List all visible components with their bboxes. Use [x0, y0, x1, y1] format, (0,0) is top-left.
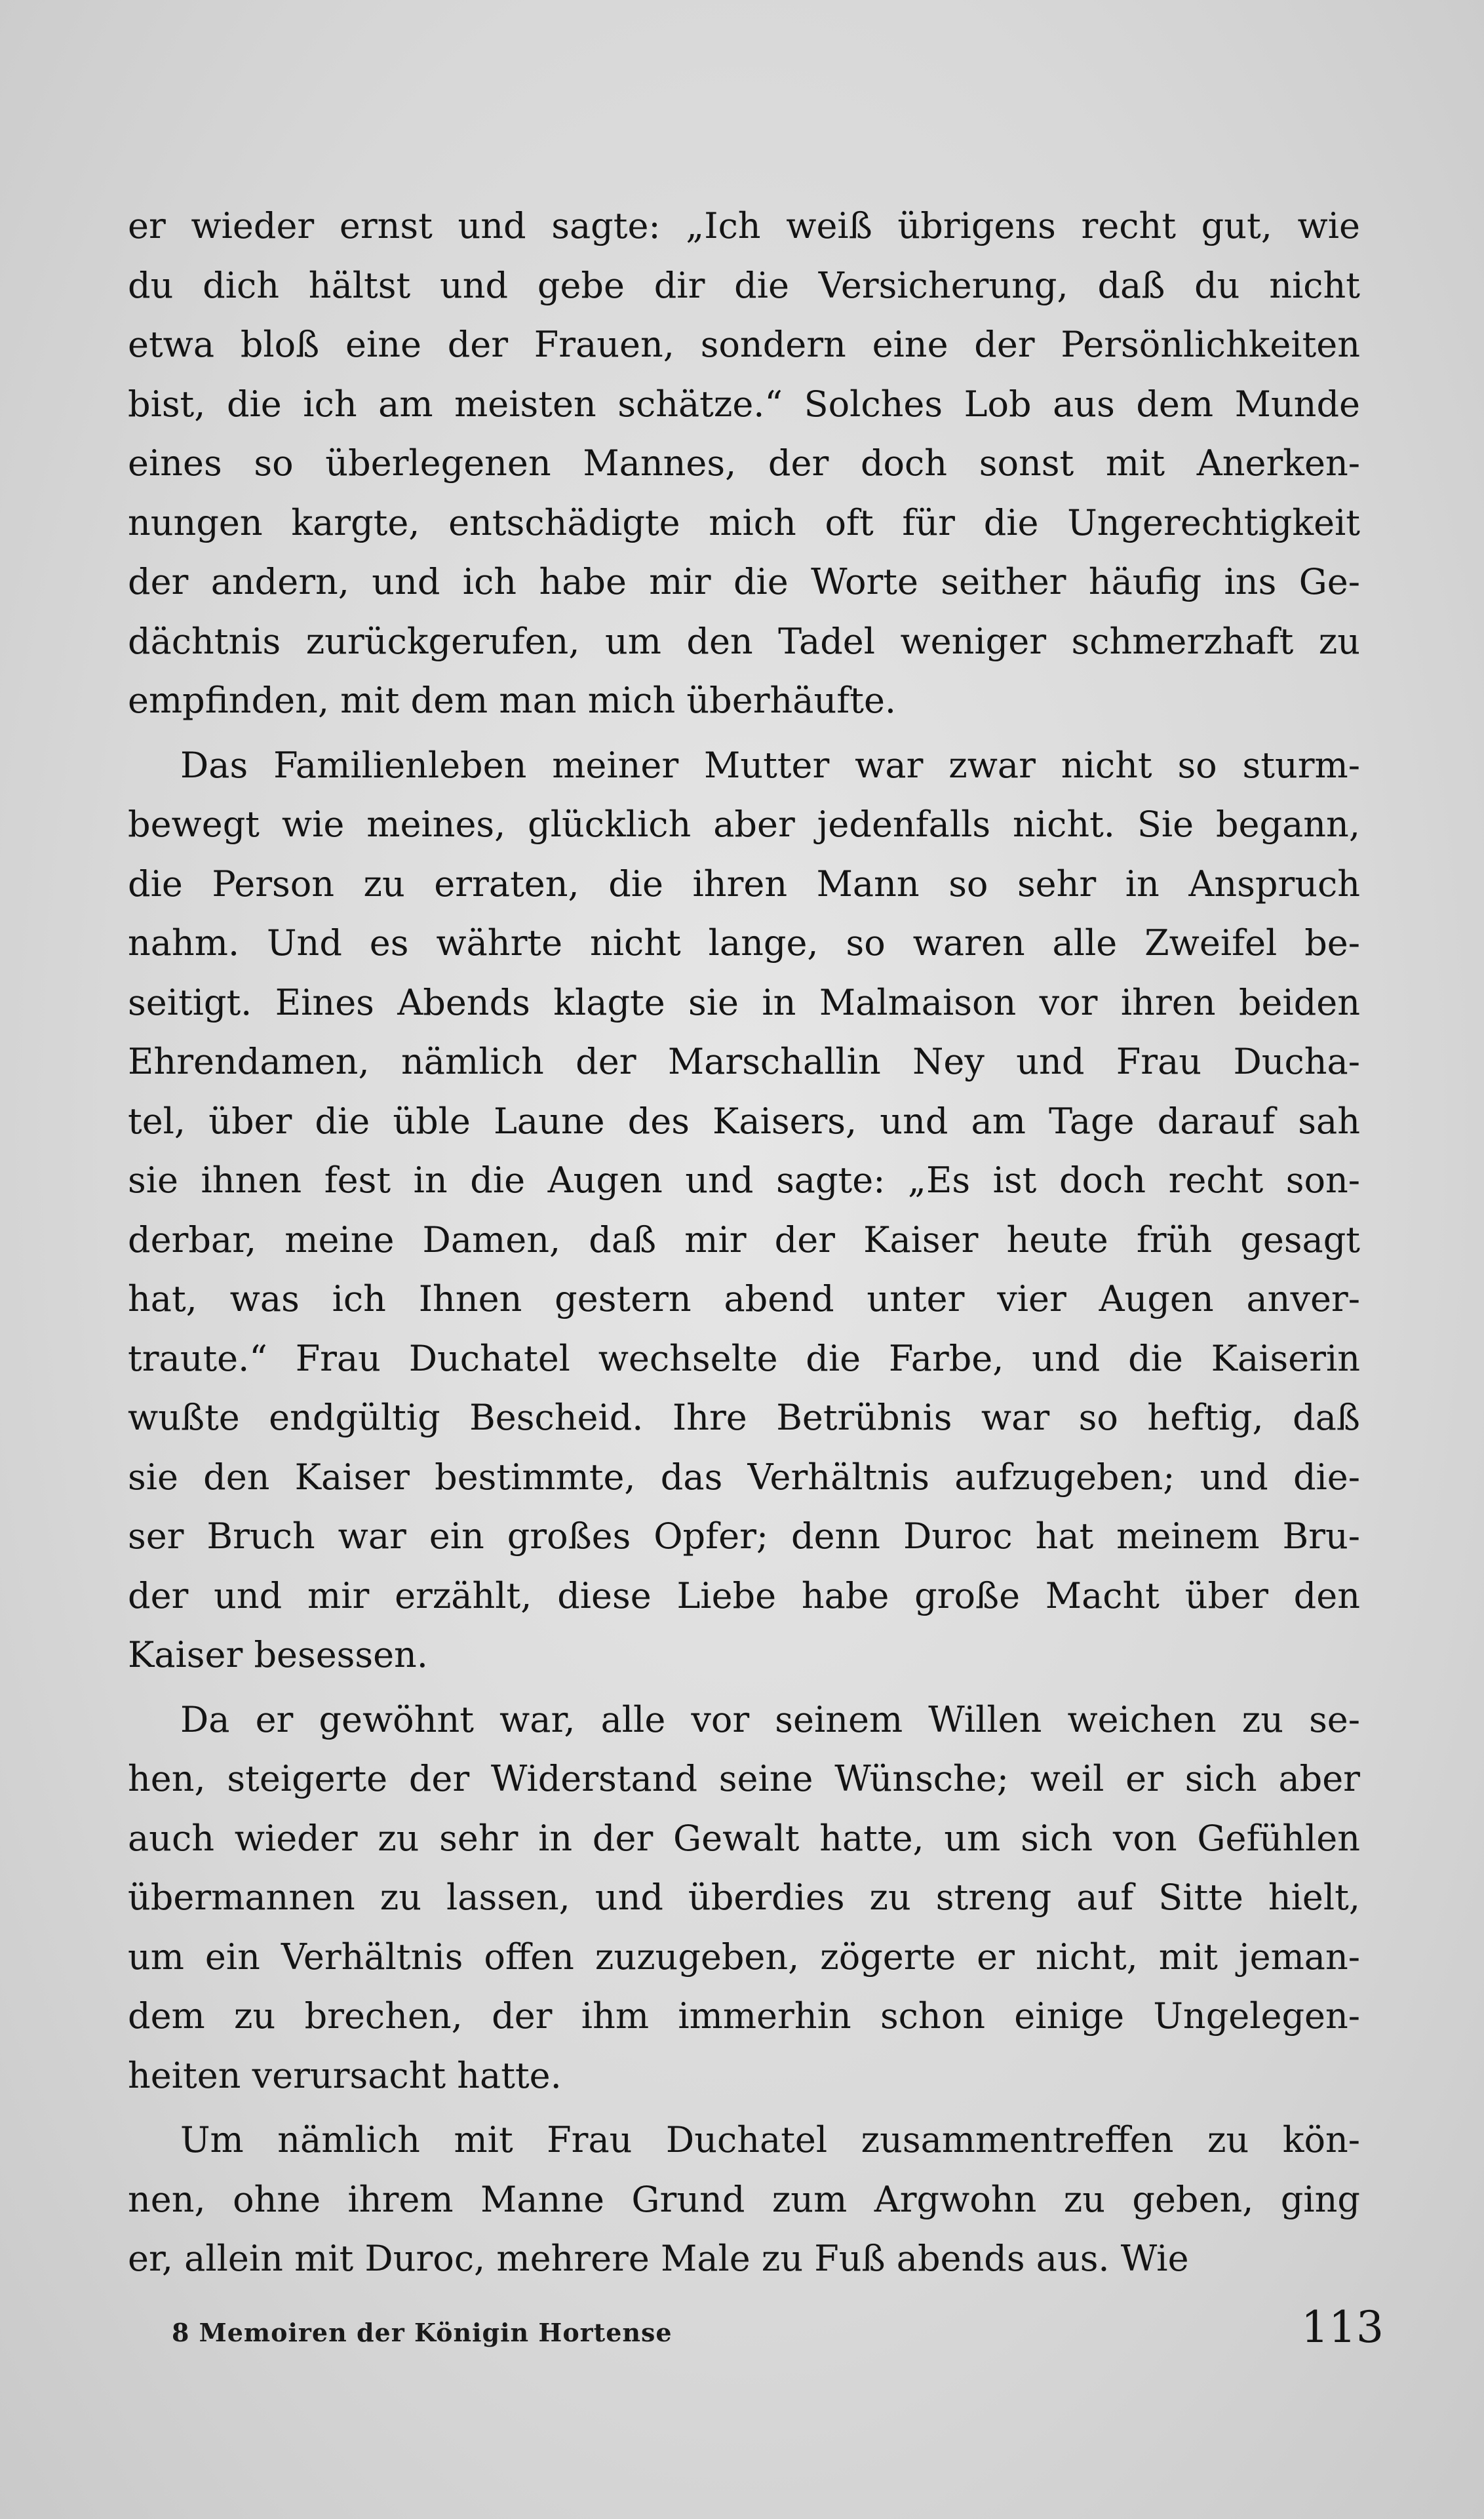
text-line: Da er gewöhnt war, alle vor seinem Willen weichen zu se-	[180, 1698, 1360, 1740]
text-line: nungen kargte, entschädigte mich oft für die Ungerechtigkeit	[128, 501, 1360, 543]
text-line: ser Bruch war ein großes Opfer; denn Duroc hat meinem Bru-	[128, 1515, 1360, 1557]
text-line: nen, ohne ihrem Manne Grund zum Argwohn zu geben, ging	[128, 2178, 1360, 2220]
paragraph-gap	[128, 731, 1360, 736]
text-line: empfinden, mit dem man mich überhäufte.	[128, 680, 897, 721]
text-line: hen, steigerte der Widerstand seine Wünsche; weil er sich aber	[128, 1758, 1360, 1799]
text-line: bist, die ich am meisten schätze.“ Solches Lob aus dem Munde	[128, 383, 1360, 425]
text-line: eines so überlegenen Mannes, der doch sonst mit Anerken-	[128, 442, 1360, 484]
body-text	[128, 197, 1360, 2289]
text-line: tel, über die üble Laune des Kaisers, und am Tage darauf sah	[128, 1100, 1360, 1142]
text-line: du dich hältst und gebe dir die Versicherung, daß du nicht	[128, 264, 1360, 306]
text-line: Das Familienleben meiner Mutter war zwar nicht so sturm-	[180, 744, 1360, 786]
text-line: sie den Kaiser bestimmte, das Verhältnis aufzugeben; und die-	[128, 1456, 1360, 1498]
text-line: Ehrendamen, nämlich der Marschallin Ney und Frau Ducha-	[128, 1041, 1360, 1082]
text-line: etwa bloß eine der Frauen, sondern eine der Persönlichkeiten	[128, 324, 1360, 365]
text-line: er, allein mit Duroc, mehrere Male zu Fuß abends aus. Wie	[128, 2238, 1189, 2279]
text-line: seitigt. Eines Abends klagte sie in Malmaison vor ihren beiden	[128, 981, 1360, 1023]
page-number: 113	[1301, 2302, 1384, 2353]
paragraph-gap	[128, 1685, 1360, 1690]
text-line: die Person zu erraten, die ihren Mann so sehr in Anspruch	[128, 863, 1360, 905]
text-line: der andern, und ich habe mir die Worte seither häufig ins Ge-	[128, 561, 1360, 602]
footer-signature: 8 Memoiren der Königin Hortense	[172, 2318, 673, 2347]
text-line: nahm. Und es währte nicht lange, so waren alle Zweifel be-	[128, 922, 1360, 964]
text-line: der und mir erzählt, diese Liebe habe große Macht über den	[128, 1574, 1360, 1616]
text-line: um ein Verhältnis offen zuzugeben, zögerte er nicht, mit jeman-	[128, 1936, 1360, 1978]
text-line: Um nämlich mit Frau Duchatel zusammentreffen zu kön-	[180, 2119, 1360, 2160]
text-line: bewegt wie meines, glücklich aber jedenfalls nicht. Sie begann,	[128, 804, 1360, 845]
text-line: wußte endgültig Bescheid. Ihre Betrübnis war so heftig, daß	[128, 1397, 1360, 1438]
text-line: auch wieder zu sehr in der Gewalt hatte, um sich von Gefühlen	[128, 1817, 1360, 1859]
text-line: hat, was ich Ihnen gestern abend unter vier Augen anver-	[128, 1278, 1360, 1319]
text-line: sie ihnen fest in die Augen und sagte: „Es ist doch recht son-	[128, 1160, 1360, 1201]
text-line: Kaiser besessen.	[128, 1634, 428, 1675]
text-line: dächtnis zurückgerufen, um den Tadel weniger schmerzhaft zu	[128, 620, 1360, 662]
paragraph-gap	[128, 2105, 1360, 2111]
text-line: dem zu brechen, der ihm immerhin schon einige Ungelegen-	[128, 1995, 1360, 2037]
text-line: derbar, meine Damen, daß mir der Kaiser heute früh gesagt	[128, 1219, 1360, 1260]
text-line: er wieder ernst und sagte: „Ich weiß übrigens recht gut, wie	[128, 205, 1360, 246]
text-line: heiten verursacht hatte.	[128, 2054, 562, 2096]
text-line: übermannen zu lassen, und überdies zu streng auf Sitte hielt,	[128, 1877, 1360, 1918]
text-line: traute.“ Frau Duchatel wechselte die Farbe, und die Kaiserin	[128, 1337, 1360, 1379]
